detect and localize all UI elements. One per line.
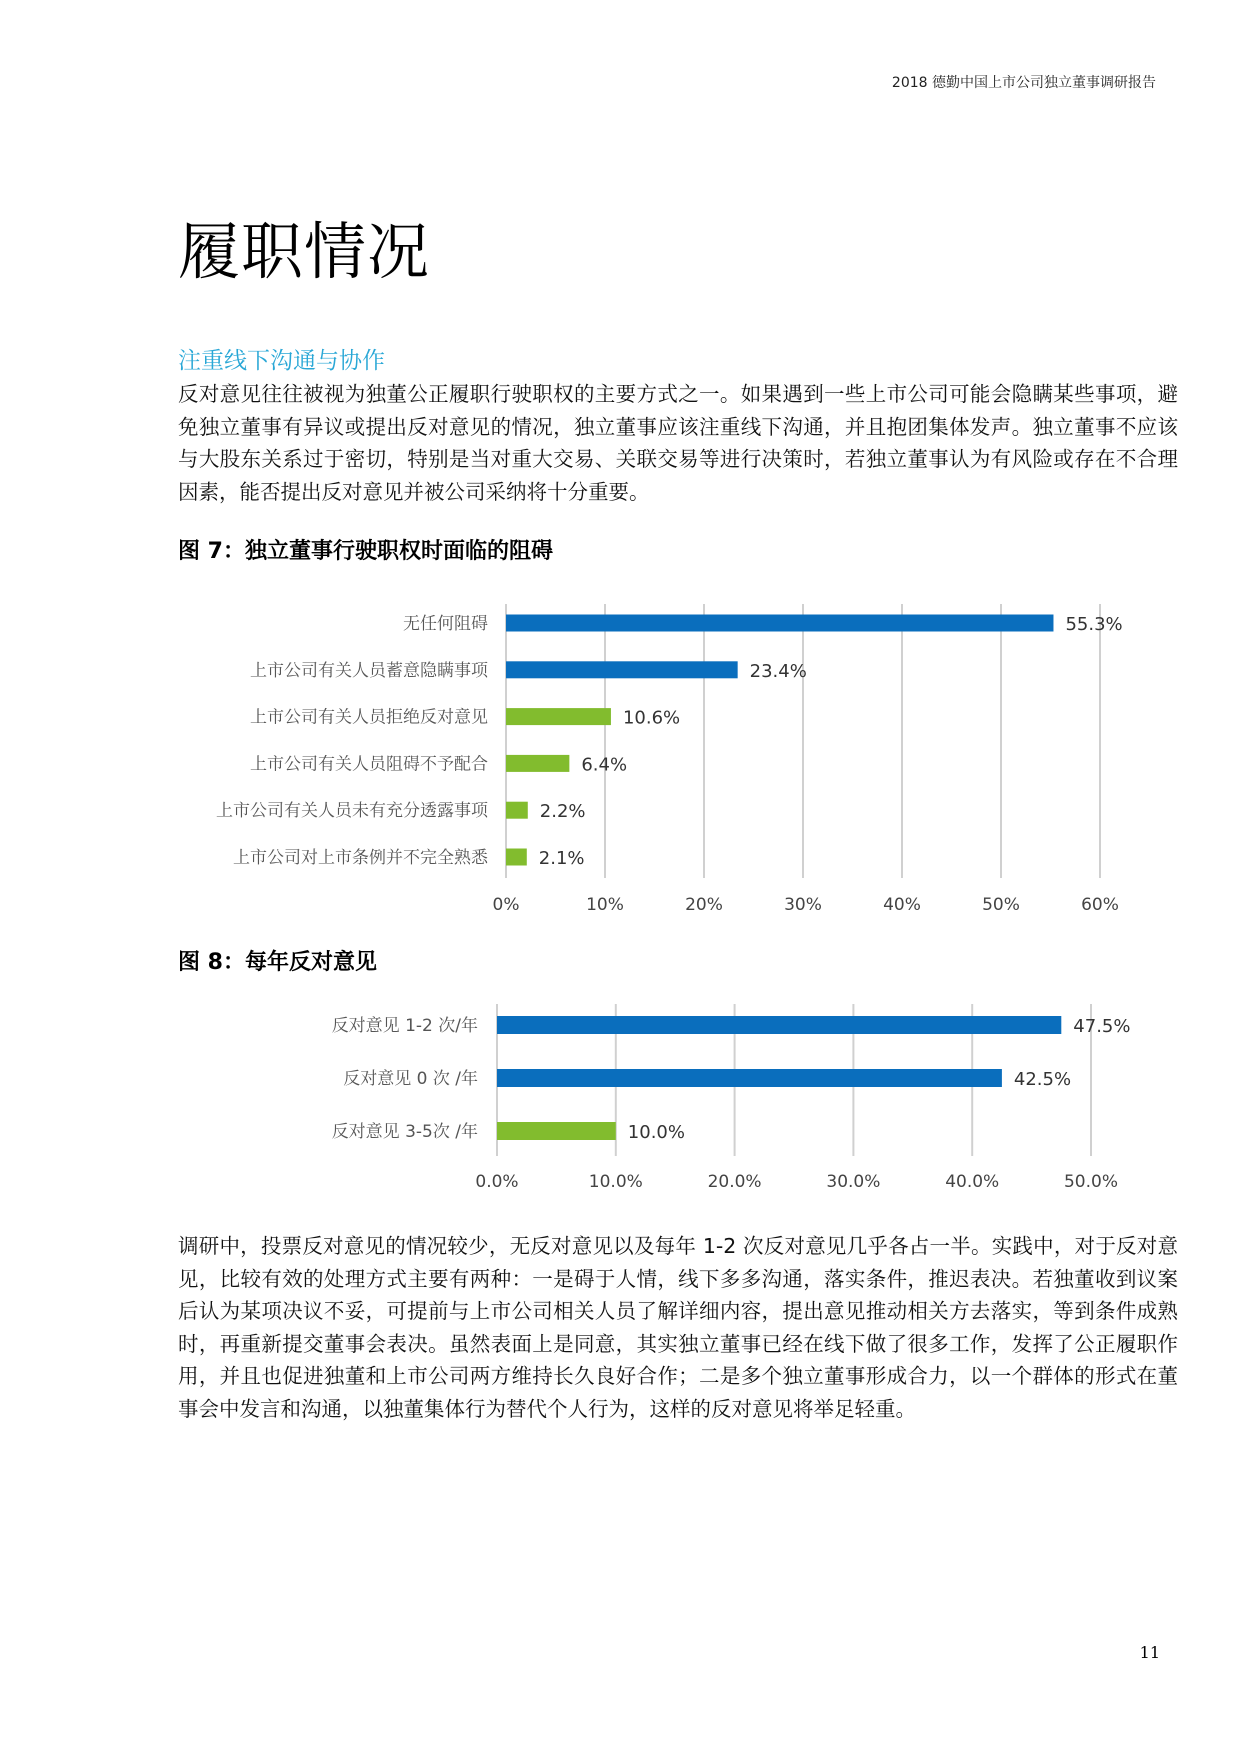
fig7-category-label: 上市公司有关人员阻碍不予配合 — [250, 754, 488, 775]
fig7-value-label: 6.4% — [581, 754, 628, 776]
fig8-category-label: 反对意见 1-2 次/年 — [331, 1016, 478, 1036]
fig7-value-label: 2.1% — [538, 848, 585, 869]
fig8-value-label: 42.5% — [1013, 1069, 1072, 1090]
fig8-value-label: 10.0% — [627, 1122, 685, 1143]
fig8-category-label: 反对意见 3-5次 /年 — [331, 1122, 478, 1142]
fig7-tick-label: 20% — [685, 895, 723, 915]
fig8-tick-label: 0.0% — [475, 1172, 519, 1192]
conclusion-paragraph: 调研中，投票反对意见的情况较少，无反对意见以及每年 1-2 次反对意见几乎各占一半。实践中，对于反对意见，比较有效的处理方式主要有两种：一是碍于人情，线下多多沟通，落实条件，推迟表决。若独董收到议案后认为某项决议不妥，可提前与上市公司相关人员了解详细内容，提出意见推动相关方去落实，等到条件成熟时，再重新提交董事会表决。虽然表面上是同意，其实独立董事已经在线下做了很多工作，发挥了公正履职作用，并且也促进独董和上市公司两方维持长久良好合作；二是多个独立董事形成合力，以一个群体的形式在董事会中发言和沟通，以独董集体行为替代个人行为，这样的反对意见将举足轻重。 — [178, 1234, 1178, 1421]
fig8-tick-label: 40.0% — [945, 1172, 1000, 1192]
intro-paragraph: 反对意见往往被视为独董公正履职行驶职权的主要方式之一。如果遇到一些上市公司可能会隐瞒某些事项，避免独立董事有异议或提出反对意见的情况，独立董事应该注重线下沟通，并且抱团集体发声。独立董事不应该与大股东关系过于密切，特别是当对重大交易、关联交易等进行决策时，若独立董事认为有风险或存在不合理因素，能否提出反对意见并被公司采纳将十分重要。 — [178, 382, 1178, 504]
fig8-tick-label: 30.0% — [826, 1172, 881, 1192]
fig7-category-label: 无任何阻碍 — [403, 614, 488, 634]
fig7-value-label: 23.4% — [749, 660, 807, 682]
fig8-tick-label: 20.0% — [707, 1172, 762, 1192]
fig8-value-label: 47.5% — [1073, 1016, 1131, 1037]
fig7-tick-label: 40% — [883, 895, 921, 915]
fig8-bar — [497, 1016, 1061, 1034]
fig7-category-label: 上市公司有关人员蓄意隐瞒事项 — [250, 660, 488, 681]
fig7-value-label: 2.2% — [539, 801, 586, 823]
fig7-value-label: 10.6% — [622, 707, 681, 729]
fig8-category-label: 反对意见 0 次 /年 — [343, 1069, 478, 1089]
fig7-category-label: 上市公司有关人员拒绝反对意见 — [250, 707, 488, 728]
fig8-title: 图 8：每年反对意见 — [178, 950, 377, 975]
page-title: 履职情况 — [178, 215, 431, 288]
fig7-tick-label: 60% — [1081, 895, 1119, 915]
fig7-tick-label: 50% — [982, 895, 1020, 915]
fig8-bar — [497, 1122, 616, 1140]
fig7-tick-label: 30% — [784, 895, 822, 915]
fig7-tick-label: 0% — [492, 895, 520, 915]
report-header: 2018 德勤中国上市公司独立董事调研报告 — [891, 75, 1156, 91]
fig7-tick-label: 10% — [586, 895, 624, 915]
fig8-tick-label: 50.0% — [1063, 1172, 1119, 1192]
fig8-tick-label: 10.0% — [588, 1172, 643, 1192]
section-heading: 注重线下沟通与协作 — [178, 348, 385, 374]
fig7-category-label: 上市公司有关人员未有充分透露事项 — [216, 801, 488, 822]
fig7-title: 图 7：独立董事行驶职权时面临的阻碍 — [178, 539, 553, 564]
fig7-value-label: 55.3% — [1065, 614, 1123, 635]
fig8-bar — [497, 1069, 1002, 1087]
fig7-category-label: 上市公司对上市条例并不完全熟悉 — [233, 848, 488, 868]
page-number: 11 — [1139, 1643, 1160, 1662]
